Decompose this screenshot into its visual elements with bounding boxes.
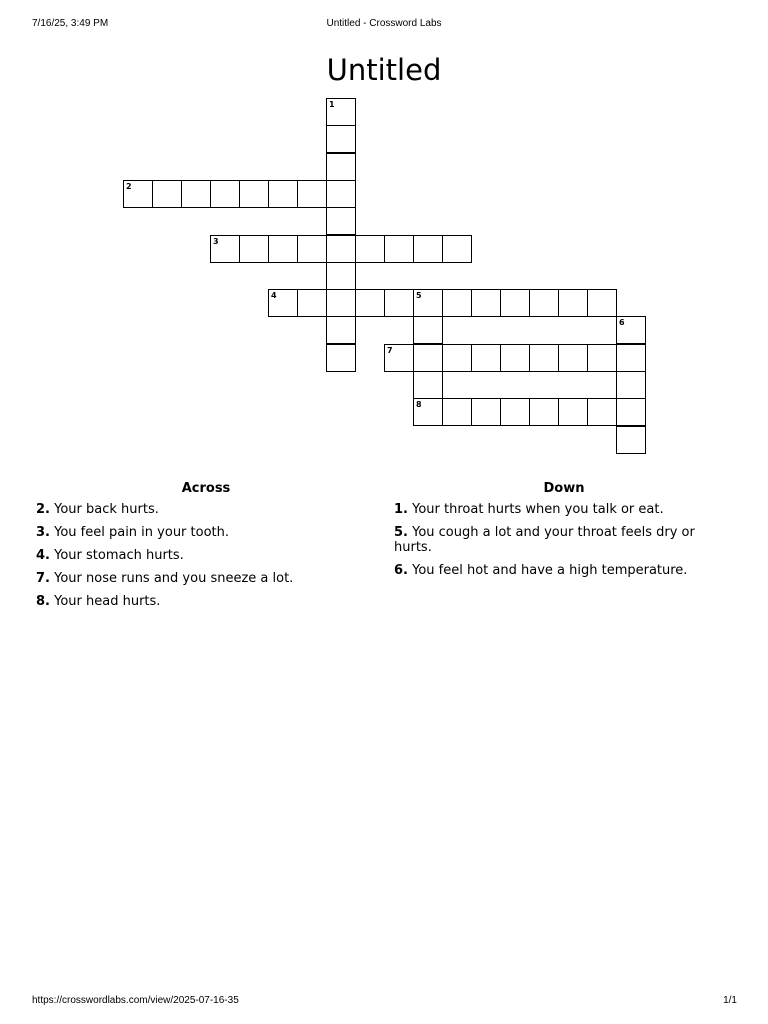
clue-number: 2. [36,502,50,517]
crossword-cell[interactable] [442,235,472,263]
clue-text: Your head hurts. [54,594,161,609]
crossword-cell[interactable] [326,289,356,317]
crossword-cell[interactable] [326,180,356,208]
down-clue [394,525,734,555]
crossword-cell[interactable] [587,344,617,372]
across-clues [36,481,376,617]
crossword-cell[interactable] [413,344,443,372]
crossword-cell[interactable] [558,398,588,426]
crossword-cell[interactable] [210,180,240,208]
across-clue [36,525,376,540]
crossword-cell[interactable] [123,180,153,208]
crossword-cell[interactable] [471,289,501,317]
crossword-cell[interactable] [384,235,414,263]
crossword-cell[interactable] [210,235,240,263]
crossword-cell[interactable] [529,398,559,426]
crossword-cell[interactable] [558,289,588,317]
across-clue [36,502,376,517]
clue-number: 8. [36,594,50,609]
crossword-cell[interactable] [355,289,385,317]
cell-number: 1 [329,100,335,109]
cell-number: 8 [416,400,422,409]
down-clues [394,481,734,586]
clue-text: You feel pain in your tooth. [54,525,230,540]
crossword-cell[interactable] [239,180,269,208]
crossword-cell[interactable] [471,344,501,372]
crossword-cell[interactable] [587,398,617,426]
crossword-cell[interactable] [297,289,327,317]
crossword-cell[interactable] [442,289,472,317]
crossword-cell[interactable] [413,398,443,426]
crossword-cell[interactable] [297,235,327,263]
print-page-count: 1/1 [723,995,737,1006]
crossword-cell[interactable] [355,235,385,263]
crossword-cell[interactable] [326,344,356,372]
crossword-cell[interactable] [326,98,356,126]
across-clue [36,548,376,563]
crossword-cell[interactable] [297,180,327,208]
print-url: https://crosswordlabs.com/view/2025-07-16-35 [32,995,239,1006]
clue-number: 3. [36,525,50,540]
crossword-cell[interactable] [326,207,356,235]
crossword-cell[interactable] [326,125,356,153]
crossword-cell[interactable] [413,235,443,263]
clue-number: 4. [36,548,50,563]
clue-number: 6. [394,563,408,578]
crossword-cell[interactable] [413,316,443,344]
crossword-cell[interactable] [326,235,356,263]
crossword-cell[interactable] [268,235,298,263]
down-clue [394,563,734,578]
clue-text: Your throat hurts when you talk or eat. [412,502,664,517]
cell-number: 2 [126,182,132,191]
crossword-cell[interactable] [326,153,356,181]
print-page-title: Untitled - Crossword Labs [326,18,442,29]
crossword-cell[interactable] [500,344,530,372]
crossword-cell[interactable] [500,398,530,426]
crossword-cell[interactable] [326,262,356,290]
crossword-cell[interactable] [616,344,646,372]
crossword-cell[interactable] [616,398,646,426]
cell-number: 3 [213,237,219,246]
crossword-cell[interactable] [529,289,559,317]
clue-number: 5. [394,525,408,540]
clue-text: Your nose runs and you sneeze a lot. [54,571,294,586]
crossword-cell[interactable] [587,289,617,317]
cell-number: 5 [416,291,422,300]
crossword-cell[interactable] [616,371,646,399]
across-clue [36,594,376,609]
clue-text: Your stomach hurts. [54,548,184,563]
crossword-cell[interactable] [384,344,414,372]
crossword-cell[interactable] [442,344,472,372]
puzzle-title: Untitled [326,53,442,88]
crossword-cell[interactable] [529,344,559,372]
clue-text: Your back hurts. [54,502,159,517]
crossword-cell[interactable] [268,180,298,208]
across-clue [36,571,376,586]
crossword-cell[interactable] [181,180,211,208]
crossword-cell[interactable] [616,426,646,454]
down-clue [394,502,734,517]
cell-number: 4 [271,291,277,300]
clue-number: 7. [36,571,50,586]
across-heading: Across [181,481,231,496]
crossword-cell[interactable] [471,398,501,426]
crossword-cell[interactable] [413,289,443,317]
crossword-cell[interactable] [413,371,443,399]
cell-number: 6 [619,318,625,327]
crossword-cell[interactable] [326,316,356,344]
crossword-cell[interactable] [268,289,298,317]
cell-number: 7 [387,346,393,355]
down-heading: Down [543,481,585,496]
print-datetime: 7/16/25, 3:49 PM [32,18,109,29]
clue-text: You feel hot and have a high temperature. [412,563,688,578]
crossword-cell[interactable] [239,235,269,263]
clue-number: 1. [394,502,408,517]
crossword-cell[interactable] [442,398,472,426]
crossword-cell[interactable] [152,180,182,208]
crossword-cell[interactable] [616,316,646,344]
crossword-cell[interactable] [558,344,588,372]
crossword-grid [0,0,768,470]
clue-text: You cough a lot and your throat feels dry or hurts. [394,525,695,555]
crossword-cell[interactable] [500,289,530,317]
crossword-cell[interactable] [384,289,414,317]
